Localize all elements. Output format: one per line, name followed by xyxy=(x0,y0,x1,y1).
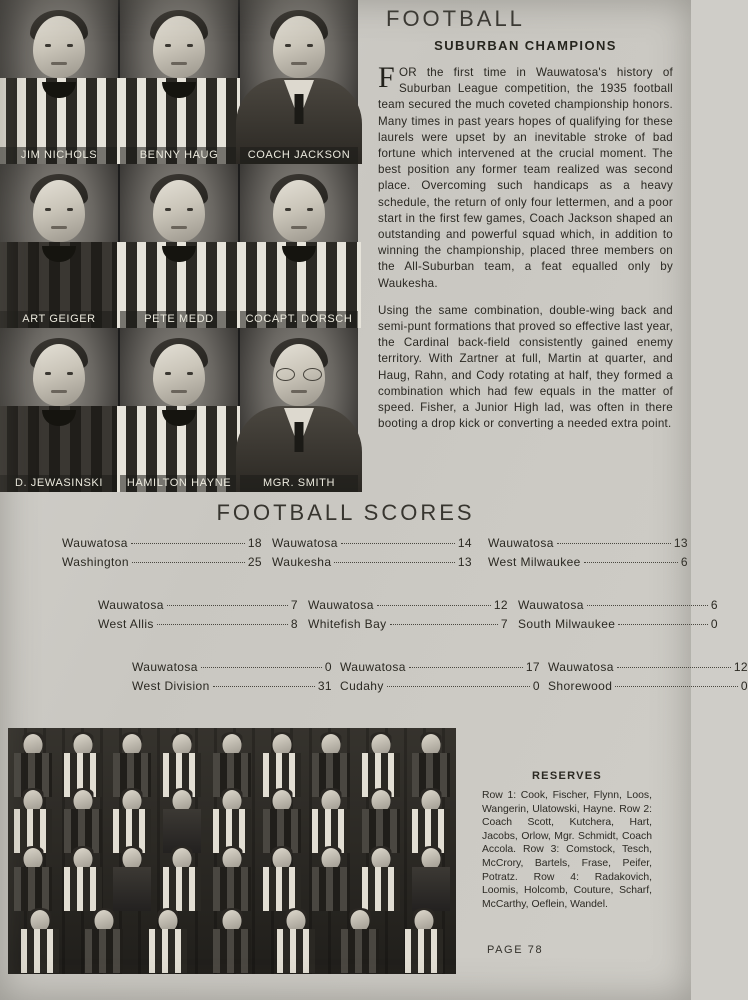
portrait-caption: D. JEWASINSKI xyxy=(0,475,118,492)
portrait-photo xyxy=(240,328,358,492)
score-team: Whitefish Bay xyxy=(308,617,387,631)
portrait-caption: BENNY HAUG xyxy=(120,147,238,164)
scores-title: FOOTBALL SCORES xyxy=(216,500,475,525)
article-subtitle: SUBURBAN CHAMPIONS xyxy=(434,38,617,53)
score-team: Wauwatosa xyxy=(518,598,584,612)
score-value: 13 xyxy=(673,536,688,550)
score-team: Wauwatosa xyxy=(98,598,164,612)
scores-row xyxy=(40,596,718,658)
portrait-photo xyxy=(0,328,118,492)
score-team: Wauwatosa xyxy=(548,660,614,674)
score-value: 31 xyxy=(317,679,332,693)
reserves-text: Row 1: Cook, Fischer, Flynn, Loos, Wangerin, Ulatowski, Hayne. Row 2: Coach Scott, Kutchera, Hart, Jacobs, Orlow, Mgr. Schmidt, Coach Accola. Row 3: Comstock, Tesch, McCrory, Bartels, Frase, Peifer, Potratz. Row 4: Radakovich, Loomis, Holcomb, Couture, Scharf, McCarthy, Oeflein, Wandel. xyxy=(482,790,652,910)
score-value: 0 xyxy=(532,679,540,693)
portrait-caption: ART GEIGER xyxy=(0,311,118,328)
portrait-grid xyxy=(0,0,358,492)
team-photo-row-4 xyxy=(8,734,456,796)
glasses-icon xyxy=(276,368,322,380)
portrait-pete-medd xyxy=(120,164,238,328)
portrait-photo xyxy=(240,0,358,164)
portrait-caption: HAMILTON HAYNE xyxy=(120,475,238,492)
dot-leader xyxy=(201,667,322,668)
score-value: 7 xyxy=(500,617,508,631)
article-title: FOOTBALL xyxy=(386,6,525,31)
dot-leader xyxy=(334,562,454,563)
dot-leader xyxy=(617,667,731,668)
score-pair xyxy=(340,658,540,696)
score-pair xyxy=(98,596,298,634)
score-pair xyxy=(62,534,262,572)
portrait-photo xyxy=(0,164,118,328)
face xyxy=(153,344,205,406)
portrait-caption: COACH JACKSON xyxy=(240,147,358,164)
score-pair xyxy=(308,596,508,634)
score-team: Wauwatosa xyxy=(308,598,374,612)
score-team: West Milwaukee xyxy=(488,555,581,569)
scores-table xyxy=(40,534,748,720)
score-value: 6 xyxy=(710,598,718,612)
dot-leader xyxy=(409,667,523,668)
team-photo-row-2 xyxy=(8,848,456,910)
scores-row xyxy=(40,658,748,720)
score-pair xyxy=(272,534,472,572)
team-photo xyxy=(8,728,456,974)
portrait-row xyxy=(0,328,358,492)
scores-row xyxy=(40,534,688,596)
dot-leader xyxy=(387,686,530,687)
dot-leader xyxy=(377,605,491,606)
drop-cap: F xyxy=(378,61,395,94)
dot-leader xyxy=(557,543,671,544)
face xyxy=(33,16,85,78)
dot-leader xyxy=(618,624,708,625)
dot-leader xyxy=(615,686,738,687)
score-team: Wauwatosa xyxy=(132,660,198,674)
score-value: 0 xyxy=(324,660,332,674)
portrait-photo xyxy=(0,0,118,164)
portrait-mgr-smith xyxy=(240,328,358,492)
reserves-caption xyxy=(482,770,652,911)
portrait-caption: MGR. SMITH xyxy=(240,475,358,492)
score-value: 12 xyxy=(733,660,748,674)
score-team: Waukesha xyxy=(272,555,332,569)
score-value: 6 xyxy=(680,555,688,569)
article-paragraph-1-text: OR the first time in Wauwatosa's history of Suburban League competition, the 1935 football team secured the much coveted championship honors. Many times in past years hopes of qualifying for these laurels were upset by an inevitable stroke of bad fortune which intervened at the crucial moment. The best position any former team realized was second place. Overcoming such handicaps as a heavy schedule, the return of only four lettermen, and a poor start in the first few games, Coach Jackson shaped an outstanding and powerful squad which, in addition to winning the championship, placed three members on the All-Suburban team, a feat equalled only by Waukesha. xyxy=(378,66,673,290)
dot-leader xyxy=(584,562,678,563)
score-pair xyxy=(518,596,718,634)
score-value: 12 xyxy=(493,598,508,612)
article-paragraph-1 xyxy=(378,61,673,292)
score-pair xyxy=(132,658,332,696)
portrait-art-geiger xyxy=(0,164,118,328)
face xyxy=(33,344,85,406)
portrait-photo xyxy=(120,328,238,492)
score-team: West Allis xyxy=(98,617,154,631)
score-team: Wauwatosa xyxy=(272,536,338,550)
dot-leader xyxy=(167,605,288,606)
page-number: PAGE 78 xyxy=(487,944,544,956)
portrait-hamilton-hayne xyxy=(120,328,238,492)
score-value: 17 xyxy=(525,660,540,674)
portrait-jim-nichols xyxy=(0,0,118,164)
portrait-caption: COCAPT. DORSCH xyxy=(240,311,358,328)
face xyxy=(273,16,325,78)
score-value: 7 xyxy=(290,598,298,612)
score-value: 13 xyxy=(457,555,472,569)
score-value: 0 xyxy=(740,679,748,693)
portrait-coach-jackson xyxy=(240,0,358,164)
portrait-cocapt-dorsch xyxy=(240,164,358,328)
dot-leader xyxy=(132,562,245,563)
score-team: Wauwatosa xyxy=(62,536,128,550)
portrait-row xyxy=(0,0,358,164)
portrait-caption: PETE MEDD xyxy=(120,311,238,328)
score-value: 14 xyxy=(457,536,472,550)
score-value: 8 xyxy=(290,617,298,631)
face xyxy=(153,16,205,78)
portrait-photo xyxy=(120,164,238,328)
score-pair xyxy=(488,534,688,572)
dot-leader xyxy=(587,605,708,606)
article-paragraph-2: Using the same combination, double-wing back and semi-punt formations that proved so effective last year, the Cardinal back-field consistently gained enemy territory. With Zartner at full, Martin at quarter, and Haug, Rahn, and Cody rotating at half, they formed a combination which had few equals in the matter of speed. Fisher, a Junior High lad, was often in there booting a drop kick or converting a needed extra point. xyxy=(378,303,673,431)
score-value: 18 xyxy=(247,536,262,550)
portrait-benny-haug xyxy=(120,0,238,164)
team-photo-row-1 xyxy=(8,910,456,972)
score-value: 25 xyxy=(247,555,262,569)
score-team: Cudahy xyxy=(340,679,384,693)
score-team: Shorewood xyxy=(548,679,613,693)
dot-leader xyxy=(157,624,288,625)
portrait-caption: JIM NICHOLS xyxy=(0,147,118,164)
portrait-d-jewasinski xyxy=(0,328,118,492)
team-photo-row-3 xyxy=(8,790,456,852)
dot-leader xyxy=(390,624,498,625)
dot-leader xyxy=(341,543,455,544)
dot-leader xyxy=(213,686,315,687)
portrait-photo xyxy=(120,0,238,164)
article xyxy=(378,6,673,443)
face xyxy=(153,180,205,242)
score-team: South Milwaukee xyxy=(518,617,616,631)
portrait-photo xyxy=(240,164,358,328)
score-value: 0 xyxy=(710,617,718,631)
score-pair xyxy=(548,658,748,696)
portrait-row xyxy=(0,164,358,328)
score-team: Washington xyxy=(62,555,129,569)
reserves-title: RESERVES xyxy=(531,770,603,782)
score-team: Wauwatosa xyxy=(488,536,554,550)
score-team: Wauwatosa xyxy=(340,660,406,674)
face xyxy=(273,180,325,242)
dot-leader xyxy=(131,543,245,544)
face xyxy=(33,180,85,242)
score-team: West Division xyxy=(132,679,210,693)
